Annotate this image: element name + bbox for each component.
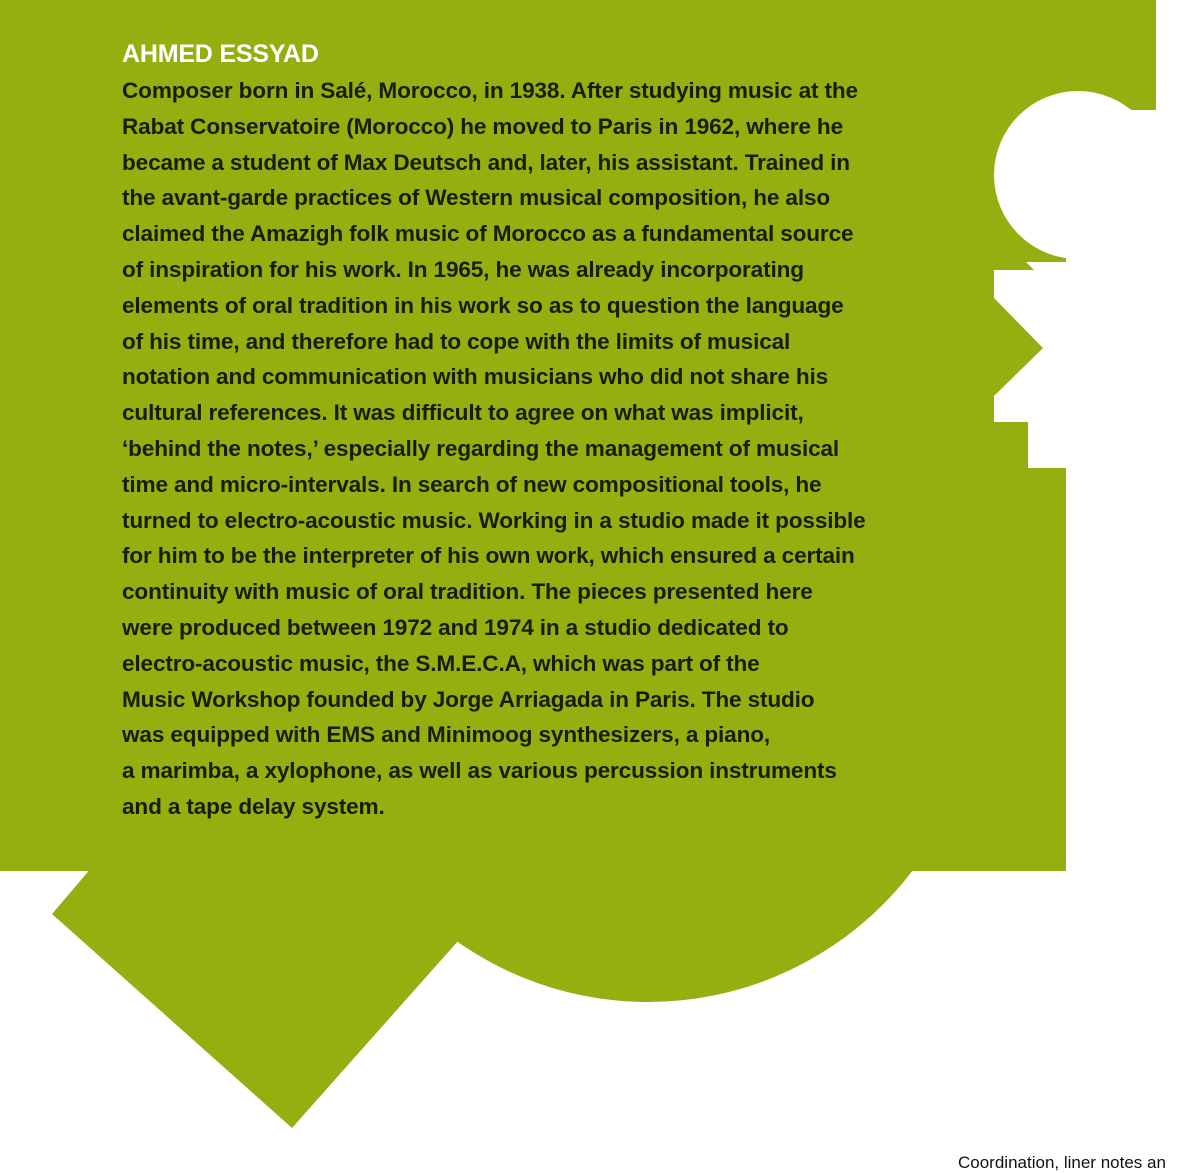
bio-line: elements of oral tradition in his work so as to question the language: [122, 292, 844, 318]
bio-line: became a student of Max Deutsch and, later, his assistant. Trained in: [122, 149, 850, 175]
bio-line: continuity with music of oral tradition. The pieces presented here: [122, 579, 813, 605]
bio-line: electro-acoustic music, the S.M.E.C.A, which was part of the: [122, 650, 760, 676]
bio-line: a marimba, a xylophone, as well as various percussion instruments: [122, 758, 837, 784]
bio-line: of his time, and therefore had to cope with the limits of musical: [122, 328, 791, 354]
bio-line: was equipped with EMS and Minimoog synthesizers, a piano,: [122, 722, 771, 748]
bio-line: for him to be the interpreter of his own work, which ensured a certain: [122, 543, 855, 569]
bio-line: of inspiration for his work. In 1965, he was already incorporating: [122, 256, 804, 282]
artist-name-heading: AHMED ESSYAD: [122, 40, 319, 68]
bio-line: cultural references. It was difficult to agree on what was implicit,: [122, 400, 804, 426]
bio-line: turned to electro-acoustic music. Working in a studio made it possible: [122, 507, 866, 533]
artist-bio: [122, 38, 972, 825]
bio-line: ‘behind the notes,’ especially regarding the management of musical: [122, 435, 840, 461]
green-diamond-shape: [52, 860, 530, 1128]
bio-line: Composer born in Salé, Morocco, in 1938. After studying music at the: [122, 78, 858, 103]
white-circle-cutout: [994, 91, 1162, 259]
credits-text: Coordination, liner notes an: [958, 1153, 1166, 1172]
bio-line: the avant-garde practices of Western musical composition, he also: [122, 185, 831, 211]
bio-line: Music Workshop founded by Jorge Arriagada in Paris. The studio: [122, 686, 815, 712]
bio-line: Rabat Conservatoire (Morocco) he moved to Paris in 1962, where he: [122, 113, 843, 139]
bio-line: were produced between 1972 and 1974 in a studio dedicated to: [122, 614, 789, 640]
bio-line: time and micro-intervals. In search of new compositional tools, he: [122, 471, 822, 497]
bio-line: notation and communication with musicians who did not share his: [122, 364, 829, 390]
bio-line: claimed the Amazigh folk music of Morocco as a fundamental source: [122, 221, 854, 247]
bio-line: and a tape delay system.: [122, 793, 385, 819]
bio-paragraph: [122, 73, 972, 825]
